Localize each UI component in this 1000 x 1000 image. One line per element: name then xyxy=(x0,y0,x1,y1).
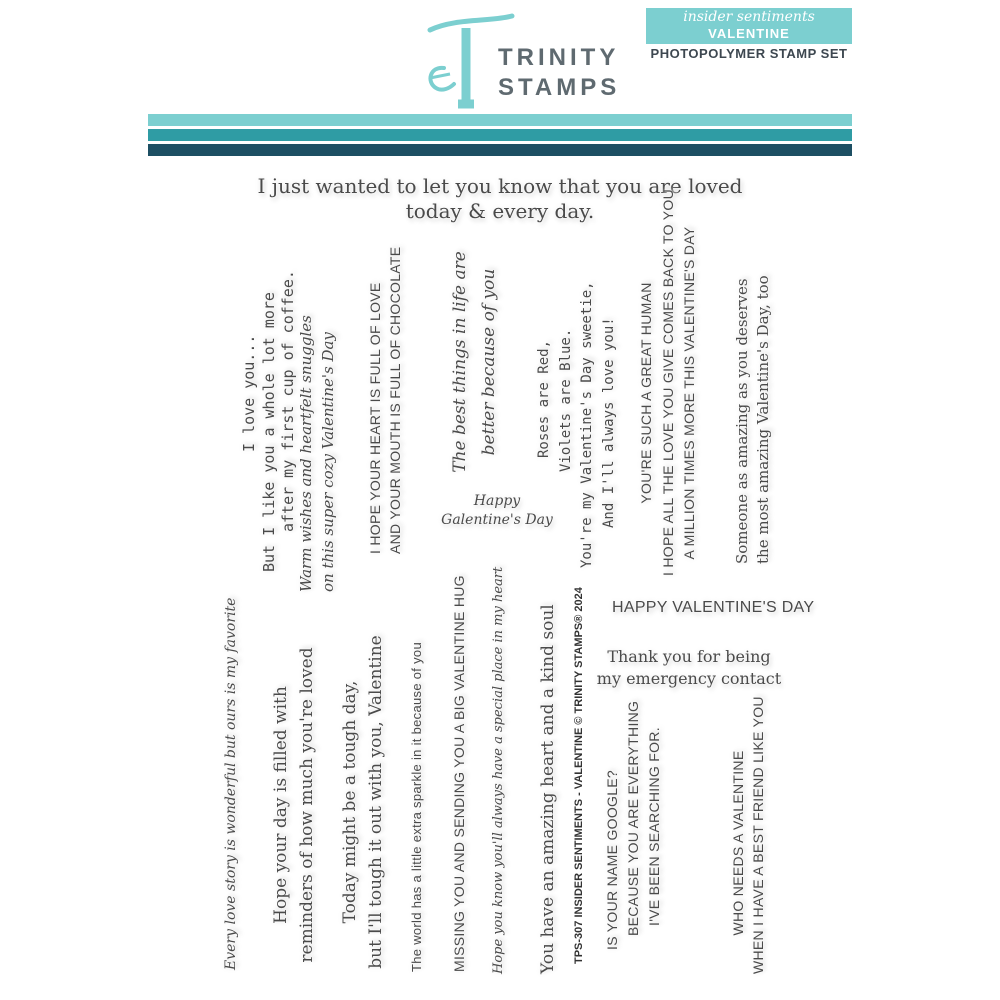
stripe-mid xyxy=(148,129,852,141)
sentiment-human-line2: I HOPE ALL THE LOVE YOU GIVE COMES BACK TO YOU xyxy=(659,188,676,576)
sentiment-galentine-line2: Galentine's Day xyxy=(441,511,553,528)
sentiment-warm-wishes xyxy=(296,315,340,592)
sentiment-friend-line2: WHEN I HAVE A BEST FRIEND LIKE YOU xyxy=(750,696,767,974)
sentiment-coffee xyxy=(240,270,299,572)
sentiment-tough-day xyxy=(338,632,389,972)
sentiment-google-line2: BECAUSE YOU ARE EVERYTHING xyxy=(625,700,641,936)
sentiment-tough-line1: Today might be a tough day, xyxy=(340,680,360,924)
sentiment-coffee-line2: But I like you a whole lot more xyxy=(259,292,278,572)
sentiment-roses-line4: And I'll always love you! xyxy=(601,317,618,528)
sentiment-google-line3: I'VE BEEN SEARCHING FOR. xyxy=(646,727,662,926)
sentiment-galentine-line1: Happy xyxy=(473,493,521,509)
sentiment-google-line1: IS YOUR NAME GOOGLE? xyxy=(604,769,620,950)
sentiment-love-story: Every love story is wonderful but ours is my favorite xyxy=(223,597,239,970)
collection-name: insider sentiments xyxy=(683,9,815,25)
sentiment-amazing-line1: Someone as amazing as you deserves xyxy=(733,278,751,564)
sentiment-best-line2: better because of you xyxy=(478,268,499,456)
sentiment-special-place: Hope you know you'll always have a special place in my heart xyxy=(491,566,506,974)
sentiment-roses-line1: Roses are Red, xyxy=(536,339,552,458)
sentiment-hug: MISSING YOU AND SENDING YOU A BIG VALENTINE HUG xyxy=(451,575,467,972)
brand-name-line2: STAMPS xyxy=(498,74,621,101)
sentiment-amazing xyxy=(732,275,774,564)
stripe-light xyxy=(148,114,852,126)
copyright-text: TPS-307 INSIDER SENTIMENTS - VALENTINE © TRINITY STAMPS® 2024 xyxy=(573,587,585,964)
sentiment-roses-line2: Violets are Blue. xyxy=(557,328,574,472)
sentiment-sparkle: The world has a little extra sparkle in it because of you xyxy=(409,642,424,972)
sentiment-tough-line2: but I'll tough it out with you, Valentine xyxy=(365,635,386,969)
brand-name-line1: TRINITY xyxy=(498,44,620,71)
product-type: PHOTOPOLYMER STAMP SET xyxy=(650,46,848,61)
sentiment-kind-soul: You have an amazing heart and a kind soul xyxy=(538,604,558,974)
sentiment-google xyxy=(602,701,665,950)
sentiment-best-friend xyxy=(728,696,769,974)
sentiment-heart-chocolate xyxy=(366,247,405,554)
sentiment-heart-line2: AND YOUR MOUTH IS FULL OF CHOCOLATE xyxy=(386,246,403,554)
sentiment-emergency xyxy=(584,646,794,691)
stripe-dark xyxy=(148,144,852,156)
sentiment-human-line3: A MILLION TIMES MORE THIS VALENTINE'S DAY xyxy=(681,226,698,560)
sentiment-coffee-line3: after my first cup of coffee. xyxy=(279,270,297,532)
sentiment-friend-line1: WHO NEEDS A VALENTINE xyxy=(730,750,746,936)
sentiment-emergency-line1: Thank you for being xyxy=(607,647,771,666)
sentiment-warm-line2: on this super cozy Valentine's Day xyxy=(318,332,337,592)
sentiment-human-line1: YOU'RE SUCH A GREAT HUMAN xyxy=(638,282,654,504)
sentiment-hope-day xyxy=(268,640,321,970)
sentiment-great-human xyxy=(636,188,701,576)
sentiment-warm-line1: Warm wishes and heartfelt snuggles xyxy=(297,315,315,592)
sentiment-hope-day-line2: reminders of how much you're loved xyxy=(297,647,318,963)
sentiment-best-line1: The best things in life are xyxy=(450,251,470,473)
sentiment-heart-line1: I HOPE YOUR HEART IS FULL OF LOVE xyxy=(367,282,383,554)
sentiment-hope-day-line1: Hope your day is filled with xyxy=(271,686,291,924)
sentiment-emergency-line2: my emergency contact xyxy=(596,669,782,689)
sentiment-roses xyxy=(534,281,621,568)
sentiment-happy-valentines: HAPPY VALENTINE'S DAY xyxy=(612,599,815,616)
sentiment-coffee-line1: I love you... xyxy=(240,334,258,452)
sentiment-amazing-line2: the most amazing Valentine's Day, too xyxy=(754,275,772,564)
sentiment-best-things xyxy=(446,242,504,482)
sentiment-loved-line2: today & every day. xyxy=(405,199,595,223)
sentiment-loved-line1: I just wanted to let you know that you are loved xyxy=(257,174,743,198)
theme-name: VALENTINE xyxy=(708,26,790,41)
sentiment-roses-line3: You're my Valentine's Day sweetie, xyxy=(579,281,596,568)
sentiment-loved xyxy=(180,174,820,224)
product-label-box xyxy=(646,8,852,44)
